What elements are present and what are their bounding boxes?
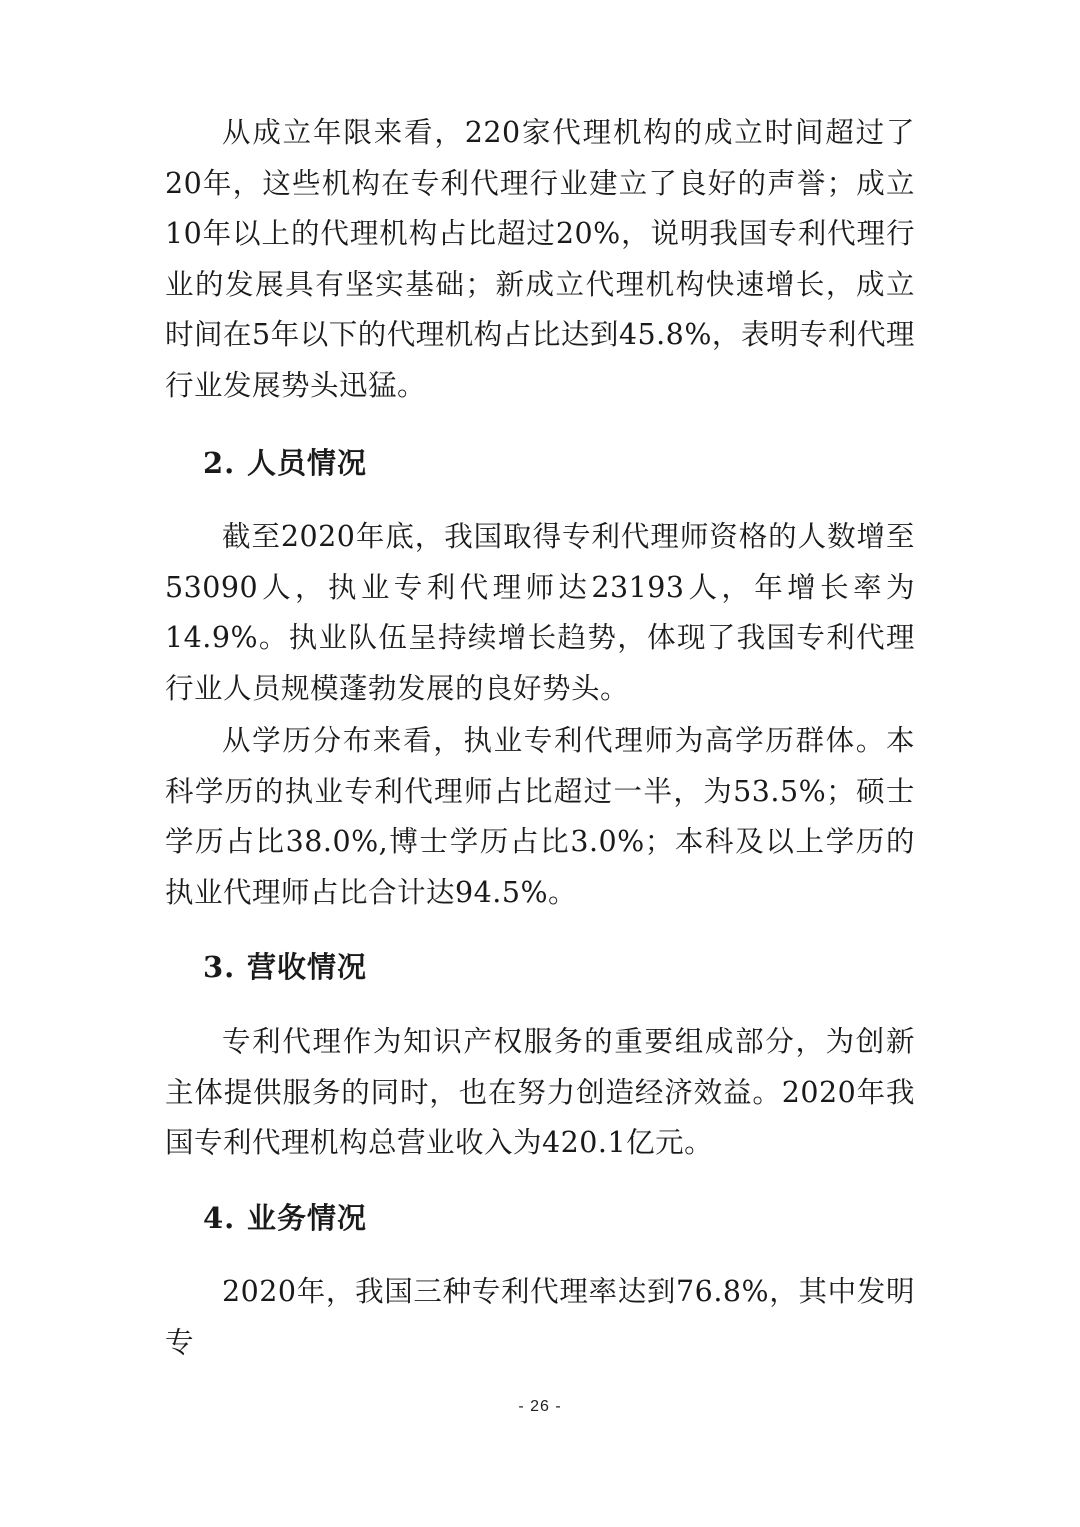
section-heading-personnel bbox=[203, 438, 367, 488]
paragraph-personnel-count: 截至2020年底，我国取得专利代理师资格的人数增至53090人，执业专利代理师达23193人，年增长率为14.9%。执业队伍呈持续增长趋势，体现了我国专利代理行业人员规模蓬勃发展的良好势头。 bbox=[165, 520, 915, 705]
section-heading-revenue bbox=[203, 942, 367, 992]
paragraph-establishment-years: 从成立年限来看，220家代理机构的成立时间超过了20年，这些机构在专利代理行业建立了良好的声誉；成立10年以上的代理机构占比超过20%，说明我国专利代理行业的发展具有坚实基础；新成立代理机构快速增长，成立时间在5年以下的代理机构占比达到45.8%，表明专利代理行业发展势头迅猛。 bbox=[165, 116, 915, 402]
section-title: 人员情况 bbox=[247, 446, 368, 480]
section-heading-business bbox=[203, 1193, 367, 1243]
paragraph-business: 2020年，我国三种专利代理率达到76.8%，其中发明专 bbox=[165, 1275, 915, 1359]
section-title: 业务情况 bbox=[247, 1201, 368, 1235]
page-number: - 26 - bbox=[518, 1398, 562, 1415]
section-title: 营收情况 bbox=[247, 950, 368, 984]
paragraph-education-distribution: 从学历分布来看，执业专利代理师为高学历群体。本科学历的执业专利代理师占比超过一半，为53.5%；硕士学历占比38.0%,博士学历占比3.0%；本科及以上学历的执业代理师占比合计达94.5%。 bbox=[165, 724, 915, 909]
paragraph-revenue: 专利代理作为知识产权服务的重要组成部分，为创新主体提供服务的同时，也在努力创造经济效益。2020年我国专利代理机构总营业收入为420.1亿元。 bbox=[165, 1025, 915, 1159]
section-number: 4. bbox=[203, 1201, 236, 1235]
section-number: 3. bbox=[203, 950, 236, 984]
section-number: 2. bbox=[203, 446, 236, 480]
